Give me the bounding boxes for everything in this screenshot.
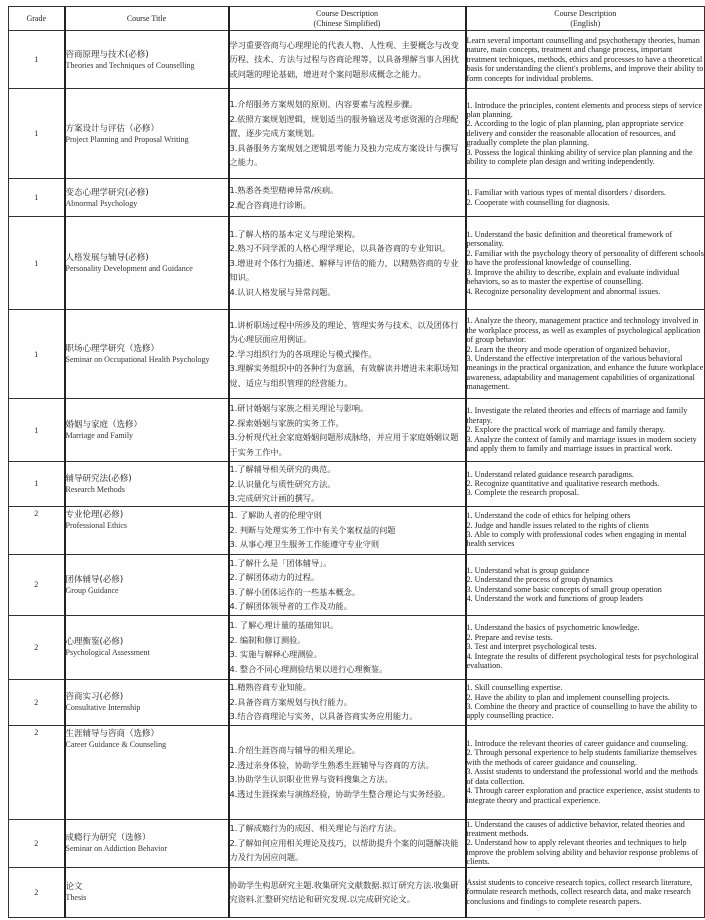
description-cn-item: 1.了解辅导相关研究的典范。 [229,464,336,474]
course-title [65,179,229,217]
description-en-item: Learn several important counselling and psychotherapy theories, human nature, main concepts, treatment and change process, important treatment techniques, methods, ethics and processes to have a theoretical basis for understanding the client's problems, and improve their ability to form concepts for individual problems. [466,35,704,83]
course-grade: 1 [9,31,65,89]
header-desc-cn [229,7,466,31]
course-description-en [466,725,705,819]
description-cn-item: 2.了解如何应用相关理论及技巧，以帮助提升个案的问题解决能力及行为因应问题。 [229,837,459,863]
header-desc-cn-line2: (Chinese Simplified) [313,18,381,28]
description-cn-item: 2. 编制和修订测验。 [229,634,306,645]
description-cn-item: 3.分析现代社会家庭婚姻问题形成脉络，并应用于家庭婚姻议题于实务工作中。 [229,432,459,457]
course-title-cn: 咨商原理与技术(必修) [65,49,149,60]
description-cn-item: 3.协助学生认识职业世界与资料搜集之方法。 [229,774,393,784]
description-en-item: 3. Assist students to understand the professional world and the methods of data collection. [466,767,698,786]
description-en-item: 1. Understand the basics of psychometric knowledge. [466,623,640,633]
course-row [9,506,705,554]
course-row [9,462,705,507]
course-description-en [466,217,705,310]
course-table [8,6,705,918]
description-en-item: 2. Familiar with the psychology theory of personality of different schools to have the professional knowledge of counselling. [466,248,704,268]
description-en-item: 2. Through personal experience to help students familiarize themselves with the methods of career guidance and counseling. [466,748,697,767]
course-title-en: Abnormal Psychology [65,198,138,208]
description-en-item: 2. Understand how to apply relevant theories and techniques to help improve the problem solving ability and behavior response problems of clients. [466,838,699,867]
course-title [65,506,229,554]
course-description-en [466,819,705,867]
course-title-cn: 生涯辅导与咨商（选修） [65,728,160,739]
course-row [9,679,705,725]
header-desc-en-line2: (English) [570,18,601,28]
course-description-cn [229,217,466,310]
course-title-cn: 团体辅导(必修) [65,574,124,585]
description-en-item: 2. Judge and handle issues related to the rights of clients [466,520,649,530]
course-title-en: Seminar on Occupational Health Psychology [65,355,210,364]
description-en-item: 3. Able to comply with professional codes when engaging in mental health services [466,530,687,549]
description-en-item: 2. Recognize quantitative and qualitative research methods. [466,479,660,489]
description-en-item: Assist students to conceive research topics, collect research literature, formulate research methods, collect research data, and make research conclusions and findings to complete research papers. [466,877,693,906]
course-title [65,89,229,179]
description-cn-item: 3.理解实务组织中的各种行为意涵，有效解读并增进未来职场知觉、适应与组织管理的经营能力。 [229,363,459,388]
description-cn-item: 2. 判断与处理实务工作中有关个案权益的问题 [229,524,396,535]
description-en-item: 1. Analyze the theory, management practice and technology involved in the workplace process, as well as examples of psychological application of group behavior. [466,316,701,345]
description-cn-item: 3.结合咨商理论与实务，以具备咨商实务应用能力。 [229,711,418,722]
description-cn-item: 1.了解人格的基本定义与理论架构。 [229,228,361,239]
course-grade: 1 [9,89,65,179]
course-description-en [466,179,705,217]
course-title-cn: 变态心理学研究(必修) [65,187,149,198]
course-description-en [466,679,705,725]
course-row [9,179,705,217]
description-cn-item: 2.配合咨商进行诊断。 [229,199,311,210]
description-en-item: 3. Understand the effective interpretation of the various behavioral meanings in the practical organization, and enhance the future workplace awareness, adaptability and management capabilities of organizational management. [466,354,704,392]
course-description-en [466,89,705,179]
description-cn-item: 1.讲析职场过程中所涉及的理论、管理实务与技术、以及团体行为心理层面应用例证。 [229,319,459,345]
course-grade: 1 [9,462,65,507]
course-row [9,554,705,615]
course-grade: 2 [9,679,65,725]
course-grade: 2 [9,819,65,867]
description-en-item: 2. Cooperate with counselling for diagnosis. [466,197,610,207]
course-title [65,725,229,819]
course-description-cn [229,725,466,819]
description-cn-item: 4.了解团体领导者的工作及功能。 [229,601,352,611]
description-cn-item: 1.研讨婚姻与家族之相关理论与影响。 [229,403,369,413]
course-title [65,462,229,507]
course-title-cn: 职场心理学研究（选修） [65,344,160,354]
course-description-cn [229,89,466,179]
description-en-item: 3. Possess the logical thinking ability of service plan planning and the ability to complete plan design and writing independently. [466,147,693,167]
course-description-cn [229,679,466,725]
course-row [9,217,705,310]
course-title-en: Marriage and Family [65,431,134,440]
description-en-item: 2. Explore the practical work of marriage and family therapy. [466,425,665,435]
description-cn-item: 协助学生构思研究主题.收集研究文献数据.拟订研究方法.收集研究资料.汇整研究结论和研究发现.以完成研究论文。 [229,879,459,905]
course-title-en: Professional Ethics [65,520,128,530]
description-cn-item: 3.具备服务方案规划之逻辑思考能力及独力完成方案设计与撰写之能力。 [229,142,459,168]
course-description-cn [229,179,466,217]
course-grade: 2 [9,725,65,819]
course-row [9,399,705,462]
description-cn-item: 4. 整合不同心理测验结果以进行心理衡鉴。 [229,663,388,674]
description-cn-item: 2.学习组织行为的各项理论与模式操作。 [229,348,377,359]
description-cn-item: 3.了解小团体运作的一些基本概念。 [229,586,361,597]
course-description-cn [229,554,466,615]
course-title [65,399,229,462]
course-grade: 1 [9,310,65,399]
description-en-item: 3. Test and interpret psychological tests. [466,642,597,652]
description-en-item: 2. Understand the process of group dynamics [466,575,613,585]
course-title [65,217,229,310]
description-en-item: 4. Integrate the results of different psychological tests for psychological evaluation. [466,651,699,671]
description-cn-item: 1.了解成瘾行为的成因、相关理论与治疗方法。 [229,823,402,834]
course-grade: 1 [9,179,65,217]
description-en-item: 2. Learn the theory and mode operation of organized behavior。 [466,344,676,354]
course-title-en: Personality Development and Guidance [65,264,193,273]
course-description-en [466,506,705,554]
description-en-item: 1. Investigate the related theories and effects of marriage and family therapy. [466,406,688,425]
header-row [9,7,705,31]
course-title [65,554,229,615]
description-en-item: 1. Understand the basic definition and theoretical framework of personality. [466,230,673,249]
course-grade: 2 [9,554,65,615]
description-en-item: 3. Understand some basic concepts of small group operation [466,584,662,594]
description-en-item: 4. Recognize personality development and abnormal issues. [466,286,661,296]
course-description-cn [229,310,466,399]
description-cn-item: 1. 了解助人者的伦理守则 [229,510,322,521]
description-cn-item: 3.完成研究计画的撰写。 [229,493,320,503]
description-cn-item: 4.透过生涯探索与演练经验，协助学生整合理论与实务经验。 [229,788,451,799]
description-cn-item: 3. 从事心理卫生服务工作能遵守专业守则 [229,539,380,550]
course-row [9,615,705,679]
course-row [9,819,705,867]
course-row [9,867,705,917]
course-description-cn [229,819,466,867]
course-title-en: Seminar on Addiction Behavior [65,844,168,854]
description-en-item: 1. Skill counselling expertise. [466,683,563,693]
course-row [9,310,705,399]
course-description-en [466,310,705,399]
course-title [65,31,229,89]
course-title-en: Consultative Internship [65,703,141,712]
course-title [65,867,229,917]
description-cn-item: 2.探索婚姻与家族的实务工作。 [229,417,344,428]
course-description-en [466,462,705,507]
course-description-en [466,615,705,679]
description-en-item: 2. Have the ability to plan and implement counselling projects. [466,692,670,702]
course-description-en [466,554,705,615]
header-desc-en [466,7,705,31]
description-en-item: 1. Understand what is group guidance [466,565,590,575]
course-title-en: Career Guidance & Counseling [65,739,167,749]
course-title-en: Group Guidance [65,585,119,595]
course-grade: 2 [9,615,65,679]
course-title-cn: 专业伦理(必修) [65,509,124,520]
description-en-item: 3. Analyze the context of family and marriage issues in modern society and apply them to family and marriage issues in practical work. [466,434,697,454]
description-cn-item: 1. 了解心理计量的基础知识。 [229,620,339,630]
header-course-title: Course Title [65,7,229,31]
description-cn-item: 2.透过亲身体验，协助学生熟悉生涯辅导与咨商的方法。 [229,759,434,770]
description-cn-item: 1.介绍服务方案规划的原则、内容要素与流程步骤。 [229,99,418,110]
course-description-cn [229,462,466,507]
course-title-cn: 心理衡鉴(必修) [65,637,124,647]
course-description-en [466,31,705,89]
description-cn-item: 2.具备咨商方案规划与执行能力。 [229,696,352,707]
description-cn-item: 3. 实施与解释心理测验。 [229,649,322,659]
description-cn-item: 4.认识人格发展与异常问题。 [229,286,336,297]
header-desc-cn-line1: Course Description [316,8,378,18]
description-en-item: 4. Through career exploration and practice experience, assist students to integrate theory and practical experience. [466,786,700,805]
course-title-cn: 咨商实习(必修) [65,692,124,702]
course-grade: 1 [9,217,65,310]
course-title [65,679,229,725]
course-description-cn [229,506,466,554]
course-description-cn [229,867,466,917]
course-description-en [466,867,705,917]
description-en-item: 1. Familiar with various types of mental disorders / disorders. [466,188,666,198]
course-table-body [9,31,705,918]
description-en-item: 3. Combine the theory and practice of counselling to have the ability to apply counselling practice. [466,702,697,721]
description-en-item: 3. Complete the research proposal. [466,488,579,498]
description-en-item: 2. According to the logic of plan planning, plan appropriate service delivery and consider the reasonable allocation of resources, and gradually complete the plan planning. [466,119,684,148]
description-cn-item: 3.增进对个体行为描述、解释与评估的能力，以精熟咨商的专业知识。 [229,257,459,283]
description-en-item: 4. Understand the work and functions of group leaders [466,593,643,603]
description-cn-item: 1.精熟咨商专业知能。 [229,682,311,693]
header-grade: Grade [9,7,65,31]
description-en-item: 3. Improve the ability to describe, explain and evaluate individual behaviors, so as to master the expertise of counselling. [466,267,680,287]
course-row [9,31,705,89]
course-title-cn: 成瘾行为研究（选修） [65,833,151,844]
course-title-en: Thesis [65,893,87,903]
description-cn-item: 2.熟习不同学派的人格心理学理论，以具备咨商的专业知识。 [229,243,451,254]
course-title-en: Theories and Techniques of Counselling [65,60,195,70]
description-cn-item: 2.了解团体动力的过程。 [229,572,320,582]
description-en-item: 1. Understand the causes of addictive behavior, related theories and treatment methods. [466,819,685,838]
description-cn-item: 2.认识量化与质性研究方法。 [229,478,336,489]
course-grade: 2 [9,867,65,917]
course-title [65,819,229,867]
course-title [65,615,229,679]
course-title-en: Project Planning and Proposal Writing [65,134,189,144]
course-description-cn [229,399,466,462]
course-title-en: Psychological Assessment [65,648,150,657]
course-grade: 1 [9,399,65,462]
description-en-item: 1. Understand related guidance research paradigms. [466,469,634,479]
course-row [9,725,705,819]
description-en-item: 1. Introduce the principles, content elements and process steps of service plan planning. [466,100,703,119]
course-description-cn [229,615,466,679]
course-row [9,89,705,179]
description-cn-item: 1.了解什么是「团体辅导」。 [229,557,332,568]
course-description-en [466,399,705,462]
description-en-item: 1. Understand the code of ethics for helping others [466,511,631,521]
course-title-cn: 人格发展与辅导(必修) [65,253,149,263]
description-cn-item: 学习重要咨商与心理理论的代表人物、人性观、主要概念与改变历程、技术、方法与过程与咨商论理等，以具备理解当事人困扰或问题的理论基础，增进对个案问题形成概念之能力。 [229,39,459,79]
header-desc-en-line1: Course Description [554,8,617,18]
course-title-cn: 婚姻与家庭（选修） [65,420,143,430]
description-cn-item: 1.熟悉各类型精神异常/疾病。 [229,185,339,195]
course-title-cn: 论文 [65,882,83,893]
description-en-item: 1. Introduce the relevant theories of career guidance and counseling. [466,739,688,749]
description-cn-item: 2.依照方案规划逻辑，规划适当的服务输送及考虑资源的合理配置，逐步完成方案规划。 [229,113,459,139]
course-grade: 2 [9,506,65,554]
course-title [65,310,229,399]
description-en-item: 2. Prepare and revise tests. [466,632,553,642]
course-title-en: Research Methods [65,484,125,494]
description-cn-item: 1.介绍生涯咨商与辅导的相关理论。 [229,745,361,755]
course-title-cn: 辅导研究法(必修) [65,473,132,484]
course-description-cn [229,31,466,89]
course-title-cn: 方案设计与评估（必修） [65,123,160,134]
